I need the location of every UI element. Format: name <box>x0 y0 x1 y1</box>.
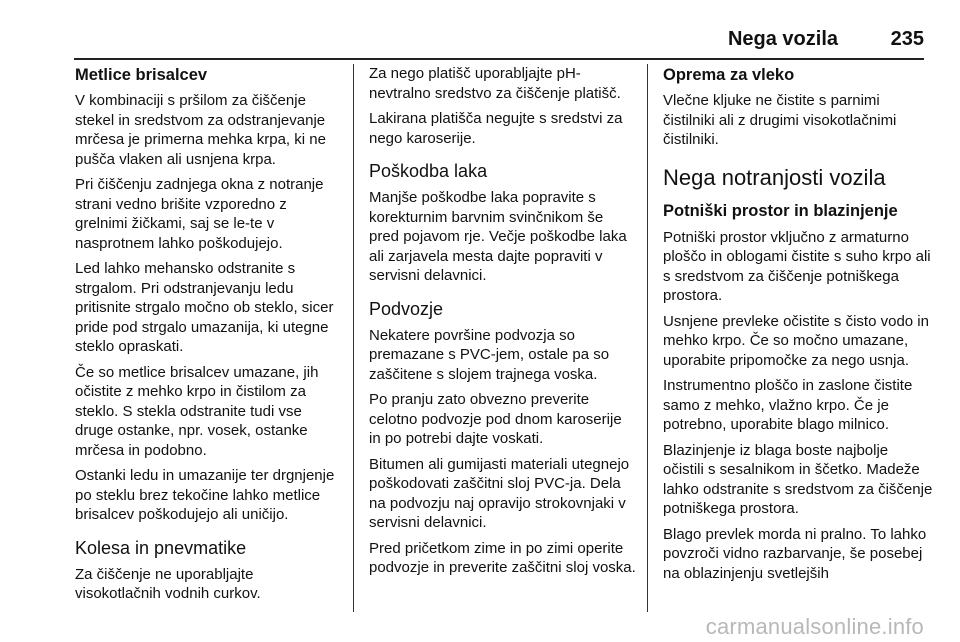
column-divider-2 <box>647 64 648 612</box>
heading-passenger-compartment: Potniški prostor in blazinjenje <box>663 201 898 220</box>
paragraph: Če so metlice brisalcev umazane, jih očistite z mehko krpo in čistilom za steklo. S stekla odstranite tudi vse druge ostanke, npr. vosek, ostanke mrčesa in podobno. <box>75 363 319 459</box>
heading-wheels-tyres: Kolesa in pnevmatike <box>75 537 247 558</box>
paragraph: Vlečne kljuke ne čistite s parnimi čistilniki ali z drugimi visokotlačnimi čistilniki. <box>663 92 897 148</box>
heading-underbody: Podvozje <box>369 298 444 319</box>
heading-towing-equipment: Oprema za vleko <box>663 66 795 84</box>
paragraph: Instrumentno ploščo in zaslone čistite samo z mehko, vlažno krpo. Če je potrebno, uporabite blago milnico. <box>663 377 913 433</box>
column-1 <box>75 64 343 612</box>
page-number: 235 <box>890 28 924 50</box>
page-header <box>74 26 924 60</box>
paragraph: Blago prevlek morda ni pralno. To lahko povzroči vidno razbarvanje, še posebej na oblazinjenju svetlejših <box>663 525 927 582</box>
paragraph: Led lahko mehansko odstranite s strgalom. Pri odstranjevanju ledu pritisnite strgalo močno ob steklo, sicer pride pod strgalo umazanija, ki utegne steklo opraskati. <box>75 260 334 355</box>
paragraph: Ostanki ledu in umazanije ter drgnjenje po steklu brez tekočine lahko metlice brisalcev poškodujejo ali uničijo. <box>75 467 335 523</box>
paragraph: Blazinjenje iz blaga boste najbolje očistili s sesalnikom in ščetko. Madeže lahko odstranite s sredstvom za čiščenje potniškega prostora. <box>663 441 933 517</box>
paragraph: Pred pričetkom zime in po zimi operite podvozje in preverite zaščitni sloj voska. <box>369 539 636 576</box>
paragraph: Za čiščenje ne uporabljajte visokotlačnih vodnih curkov. <box>75 565 261 602</box>
paragraph: Za nego platišč uporabljajte pH-nevtralno sredstvo za čiščenje platišč. <box>369 65 621 102</box>
heading-interior-care: Nega notranjosti vozila <box>663 164 886 190</box>
paragraph: Nekatere površine podvozja so premazane s PVC-jem, ostale pa so zaščitene s slojem trajnega voska. <box>369 326 610 383</box>
paragraph: Bitumen ali gumijasti materiali utegnejo poškodovati zaščitni sloj PVC-ja. Dela na podvozju naj opravijo strokovnjaki v servisni delavnici. <box>369 455 630 531</box>
section-title: Nega vozila <box>727 28 838 50</box>
heading-paint-damage: Poškodba laka <box>369 161 488 181</box>
column-2 <box>369 64 637 612</box>
paragraph: Manjše poškodbe laka popravite s korekturnim barvnim svinčnikom še pred pojavom rje. Večje poškodbe laka ali zarjavela mesta dajte popraviti v servisni delavnici. <box>369 189 627 284</box>
paragraph: Lakirana platišča negujte s sredstvi za nego karoserije. <box>369 110 623 147</box>
paragraph: Po pranju zato obvezno preverite celotno podvozje pod dnom karoserije in po potrebi dajte voskati. <box>369 391 622 447</box>
paragraph: V kombinaciji s pršilom za čiščenje stekel in sredstvom za odstranjevanje mrčesa je primerna mehka krpa, ki ne pušča vlaken ali usnjena krpa. <box>75 92 326 168</box>
column-3 <box>663 64 933 612</box>
watermark: carmanualsonline.info <box>705 614 924 639</box>
heading-wiper-blades: Metlice brisalcev <box>75 66 208 84</box>
paragraph: Usnjene prevleke očistite s čisto vodo in mehko krpo. Če so močno umazane, uporabite pripomočke za nego usnja. <box>663 312 929 369</box>
column-divider-1 <box>353 64 354 612</box>
paragraph: Potniški prostor vključno z armaturno ploščo in oblogami čistite s suho krpo ali s sredstvom za čiščenje potniškega prostora. <box>663 228 931 304</box>
paragraph: Pri čiščenju zadnjega okna z notranje strani vedno brišite vzporedno z grelnimi žičkami, saj se le-te v nasprotnem lahko poškodujejo. <box>75 176 324 252</box>
